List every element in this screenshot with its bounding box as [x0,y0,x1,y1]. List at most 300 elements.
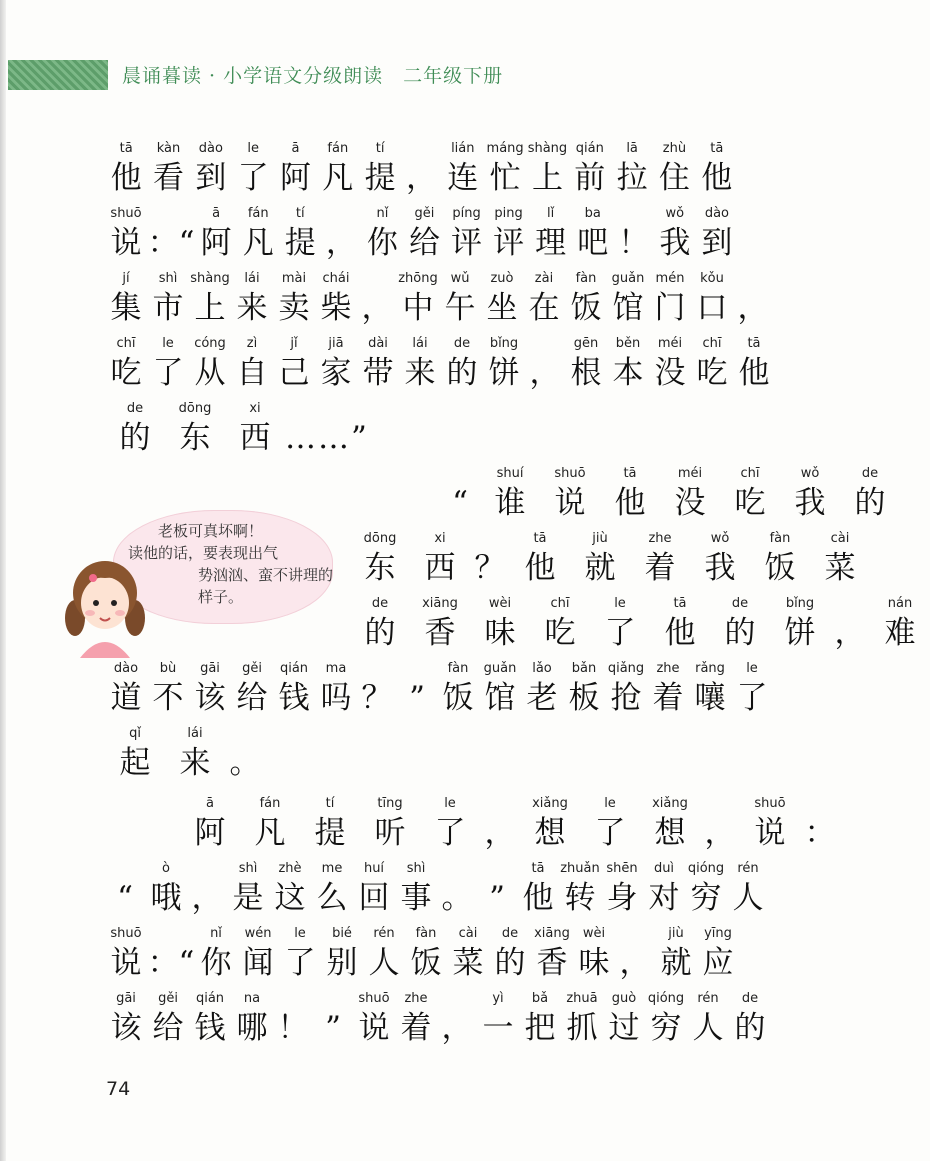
hanzi-with-pinyin [105,725,165,783]
hanzi-with-pinyin [231,660,273,718]
hanzi-with-pinyin [105,660,147,718]
hanzi-with-pinyin [696,140,738,198]
hanzi: 来 [179,745,211,781]
pinyin: guò [611,991,637,1006]
pinyin: shuí [496,466,524,481]
hanzi: 带 [362,355,394,391]
hanzi: 评 [451,225,483,261]
pinyin: méi [657,336,683,351]
punctuation: ？ [361,680,393,716]
hanzi: 给 [236,680,268,716]
hanzi-with-pinyin [105,335,147,393]
hanzi-with-pinyin [483,335,525,393]
hanzi-with-pinyin [399,335,441,393]
hanzi-with-pinyin [403,205,445,263]
pinyin: na [243,991,261,1006]
hanzi: 转 [564,880,596,916]
hanzi: 他 [664,615,696,651]
hanzi-with-pinyin [350,595,410,653]
hanzi-with-pinyin [643,860,685,918]
pinyin: qián [575,141,604,156]
pinyin: xiǎng [652,796,688,811]
hanzi-with-pinyin [240,795,300,853]
hanzi: 道 [110,680,142,716]
punctuation: ：“ [147,945,195,981]
text-line [105,925,739,983]
hanzi: 听 [374,815,406,851]
text-line [105,860,769,918]
pinyin: zhe [648,531,672,546]
pinyin: zuò [490,271,514,286]
hanzi-with-pinyin [640,795,700,853]
hanzi: 着 [644,550,676,586]
hanzi-with-pinyin [395,990,437,1048]
pinyin: cài [458,926,478,941]
hanzi-with-pinyin [274,140,316,198]
hanzi-with-pinyin [231,335,273,393]
hanzi: 就 [584,550,616,586]
pinyin: lā [626,141,638,156]
hanzi-with-pinyin [441,335,483,393]
hanzi: 的 [734,1010,766,1046]
pinyin: guǎn [611,271,645,286]
hanzi: 的 [119,420,151,456]
punctuation: ： [804,815,836,851]
hanzi-with-pinyin [195,925,237,983]
pinyin: zhe [404,991,428,1006]
hanzi-with-pinyin [697,925,739,983]
pinyin: gěi [414,206,435,221]
reading-tip-line: 样子。 [198,588,244,606]
pinyin: dào [704,206,729,221]
hanzi-with-pinyin [353,990,395,1048]
hanzi: 说 [110,225,142,261]
hanzi-with-pinyin [145,860,187,918]
pinyin: yì [492,991,504,1006]
hanzi-with-pinyin [147,335,189,393]
pinyin: tí [295,206,305,221]
hanzi: 不 [152,680,184,716]
page-header-title: 晨诵暮读 · 小学语文分级朗读 二年级下册 [122,65,504,87]
hanzi-with-pinyin [660,465,720,523]
pinyin: shēn [606,861,638,876]
hanzi: 该 [110,1010,142,1046]
hanzi: 起 [119,745,151,781]
hanzi-with-pinyin [470,595,530,653]
hanzi-with-pinyin [559,860,601,918]
hanzi-with-pinyin [647,660,689,718]
hanzi-with-pinyin [395,860,437,918]
hanzi: 卖 [278,290,310,326]
pinyin: wèi [488,596,512,611]
hanzi-with-pinyin [607,335,649,393]
hanzi-with-pinyin [729,990,771,1048]
hanzi-with-pinyin [195,205,237,263]
hanzi-with-pinyin [189,270,231,328]
pinyin: ò [162,861,170,876]
pinyin: jiù [668,926,684,941]
hanzi-with-pinyin [685,860,727,918]
hanzi: 东 [364,550,396,586]
punctuation: ， [405,160,437,196]
hanzi: 我 [794,485,826,521]
pinyin: qiǎng [607,661,645,676]
pinyin: wèi [582,926,606,941]
punctuation: ， [325,225,357,261]
pinyin: wǒ [665,206,685,221]
hanzi: 人 [368,945,400,981]
hanzi: 前 [574,160,606,196]
pinyin: shì [158,271,178,286]
punctuation: 。 [229,745,261,781]
hanzi: 哦 [150,880,182,916]
hanzi-with-pinyin [601,860,643,918]
hanzi-with-pinyin [489,925,531,983]
hanzi: 过 [608,1010,640,1046]
pinyin: bǎ [531,991,549,1006]
hanzi: 我 [659,225,691,261]
hanzi: 你 [366,225,398,261]
punctuation: ” [325,1010,341,1046]
hanzi-with-pinyin [479,660,521,718]
hanzi: 从 [194,355,226,391]
pinyin: zhuǎn [560,861,600,876]
hanzi: 来 [404,355,436,391]
hanzi-with-pinyin [690,530,750,588]
hanzi: 上 [531,160,563,196]
pinyin: rén [373,926,395,941]
hanzi-with-pinyin [446,205,488,263]
hanzi: 阿 [279,160,311,196]
hanzi-with-pinyin [442,140,484,198]
hanzi: 吃 [734,485,766,521]
pinyin: shuō [754,796,786,811]
hanzi: 吃 [110,355,142,391]
hanzi-with-pinyin [237,925,279,983]
pinyin: rǎng [695,661,725,676]
punctuation: ！ [618,225,650,261]
text-line [180,795,840,853]
pinyin: xiāng [422,596,458,611]
hanzi: 门 [654,290,686,326]
hanzi: 他 [738,355,770,391]
hanzi: 谁 [494,485,526,521]
pinyin: qióng [687,861,725,876]
text-line [105,335,775,393]
hanzi: 己 [278,355,310,391]
hanzi-with-pinyin [147,270,189,328]
girl-illustration [60,548,150,658]
hanzi: 了 [237,160,269,196]
pinyin: guǎn [483,661,517,676]
pinyin: lián [451,141,475,156]
pinyin: de [126,401,144,416]
hanzi: 的 [494,945,526,981]
punctuation: ， [484,815,516,851]
pinyin: zhe [656,661,680,676]
hanzi-with-pinyin [530,205,572,263]
hanzi: 香 [536,945,568,981]
hanzi: 说 [554,485,586,521]
pinyin: bié [332,926,352,941]
pinyin: fán [259,796,281,811]
pinyin: píng [452,206,481,221]
hanzi-with-pinyin [780,465,840,523]
hanzi: 抓 [566,1010,598,1046]
hanzi: 市 [152,290,184,326]
pinyin: wǔ [450,271,470,286]
text-line [105,400,395,458]
pinyin: qióng [647,991,685,1006]
pinyin: tā [623,466,637,481]
hanzi-with-pinyin [227,860,269,918]
hanzi: 饼 [784,615,816,651]
hanzi: 柴 [320,290,352,326]
punctuation: ：“ [147,225,195,261]
hanzi-with-pinyin [572,205,614,263]
hanzi: 西 [239,420,271,456]
hanzi: 人 [732,880,764,916]
hanzi-with-pinyin [315,270,357,328]
pinyin: de [371,596,389,611]
hanzi-with-pinyin [147,990,189,1048]
pinyin: rén [737,861,759,876]
pinyin: xi [434,531,446,546]
hanzi-with-pinyin [147,140,189,198]
hanzi: 味 [578,945,610,981]
punctuation: 。 [441,880,473,916]
hanzi-with-pinyin [517,860,559,918]
hanzi: 上 [194,290,226,326]
pinyin: tā [533,531,547,546]
hanzi: 是 [232,880,264,916]
pinyin: nǐ [376,206,389,221]
pinyin: mài [281,271,307,286]
pinyin: qián [195,991,225,1006]
hanzi-with-pinyin [231,270,273,328]
punctuation: “ [452,485,468,521]
hanzi: 把 [524,1010,556,1046]
pinyin: shàng [527,141,568,156]
hanzi-with-pinyin [731,660,773,718]
text-line [350,530,870,588]
hanzi: 饭 [410,945,442,981]
hanzi: 回 [358,880,390,916]
hanzi: 穷 [650,1010,682,1046]
hanzi-with-pinyin [279,925,321,983]
hanzi: 别 [326,945,358,981]
hanzi-with-pinyin [653,140,695,198]
reading-tip [128,520,334,608]
hanzi: 他 [614,485,646,521]
hanzi-with-pinyin [691,335,733,393]
pinyin: zhè [278,861,302,876]
hanzi-with-pinyin [523,270,565,328]
hanzi: 午 [444,290,476,326]
hanzi: 着 [652,680,684,716]
pinyin: chī [550,596,570,611]
hanzi: 老 [526,680,558,716]
hanzi: 板 [568,680,600,716]
hanzi: 连 [447,160,479,196]
pinyin: máng [486,141,524,156]
hanzi: 中 [402,290,434,326]
pinyin: kǒu [700,271,724,286]
pinyin: lái [244,271,260,286]
hanzi-with-pinyin [357,335,399,393]
hanzi: 嚷 [694,680,726,716]
hanzi: 饭 [570,290,602,326]
hanzi: 给 [152,1010,184,1046]
hanzi-with-pinyin [519,990,561,1048]
punctuation: ， [704,815,736,851]
pinyin: chái [322,271,350,286]
hanzi-with-pinyin [410,530,470,588]
hanzi: 对 [648,880,680,916]
pinyin: shuō [110,926,142,941]
hanzi: 了 [604,615,636,651]
hanzi: 的 [364,615,396,651]
hanzi-with-pinyin [405,925,447,983]
hanzi: 东 [179,420,211,456]
hanzi: 西 [424,550,456,586]
pinyin: qǐ [129,726,141,741]
pinyin: tí [375,141,385,156]
pinyin: jǐ [290,336,298,351]
hanzi-with-pinyin [649,335,691,393]
pinyin: yīng [704,926,732,941]
pinyin: de [501,926,519,941]
hanzi: 家 [320,355,352,391]
hanzi-with-pinyin [630,530,690,588]
hanzi: 饭 [764,550,796,586]
hanzi-with-pinyin [696,205,738,263]
hanzi-with-pinyin [603,990,645,1048]
pinyin: jí [122,271,130,286]
hanzi: 了 [594,815,626,851]
hanzi: 哪 [236,1010,268,1046]
hanzi-with-pinyin [870,595,930,653]
pinyin: de [741,991,759,1006]
punctuation: “ [117,880,133,916]
punctuation: ？ [474,550,506,586]
hanzi-with-pinyin [359,140,401,198]
pinyin: běn [615,336,641,351]
hanzi-with-pinyin [105,270,147,328]
pinyin: wén [244,926,272,941]
hanzi: 说 [754,815,786,851]
pinyin: gāi [116,991,136,1006]
pinyin: le [746,661,758,676]
hanzi-with-pinyin [315,660,357,718]
punctuation: ……” [285,420,369,456]
pinyin: shuō [554,466,586,481]
hanzi-with-pinyin [361,205,403,263]
pinyin: gěi [158,991,178,1006]
hanzi-with-pinyin [273,660,315,718]
punctuation: ， [441,1010,473,1046]
reading-tip-line: 读他的话，要表现出气 [128,544,279,562]
hanzi: 了 [152,355,184,391]
hanzi: 本 [612,355,644,391]
hanzi: 忙 [489,160,521,196]
pinyin: gāi [200,661,220,676]
hanzi-with-pinyin [105,205,147,263]
hanzi-with-pinyin [311,860,353,918]
hanzi-with-pinyin [189,335,231,393]
hanzi-with-pinyin [740,795,800,853]
hanzi: 吃 [696,355,728,391]
pinyin: lái [187,726,203,741]
hanzi-with-pinyin [580,795,640,853]
hanzi: 穷 [690,880,722,916]
hanzi: 了 [736,680,768,716]
hanzi: 难 [884,615,916,651]
hanzi: 凡 [322,160,354,196]
pinyin: shuō [110,206,142,221]
hanzi: 事 [400,880,432,916]
pinyin: lái [412,336,428,351]
hanzi: 说 [110,945,142,981]
hanzi: 想 [534,815,566,851]
pinyin: le [294,926,306,941]
hanzi: 他 [522,880,554,916]
hanzi-with-pinyin [147,660,189,718]
hanzi-with-pinyin [321,925,363,983]
hanzi-with-pinyin [531,925,573,983]
hanzi-with-pinyin [733,335,775,393]
hanzi: 没 [674,485,706,521]
hanzi: 他 [524,550,556,586]
hanzi: 这 [274,880,306,916]
hanzi-with-pinyin [770,595,830,653]
hanzi: 了 [284,945,316,981]
pinyin: fàn [447,661,469,676]
pinyin: gēn [573,336,599,351]
hanzi-with-pinyin [447,925,489,983]
hanzi-with-pinyin [611,140,653,198]
hanzi: 菜 [824,550,856,586]
hanzi: 闻 [242,945,274,981]
hanzi-with-pinyin [363,925,405,983]
pinyin: tā [119,141,133,156]
hanzi: 到 [701,225,733,261]
text-line [350,595,930,653]
pinyin: le [604,796,616,811]
hanzi: 根 [570,355,602,391]
pinyin: rén [697,991,719,1006]
hanzi: 自 [236,355,268,391]
hanzi-with-pinyin [279,205,321,263]
hanzi-with-pinyin [570,530,630,588]
reading-tip-line: 势汹汹、蛮不讲理的 [198,566,334,584]
hanzi-with-pinyin [540,465,600,523]
hanzi: 阿 [200,225,232,261]
hanzi: 抢 [610,680,642,716]
hanzi-with-pinyin [437,660,479,718]
punctuation: ， [191,880,223,916]
pinyin: kàn [156,141,181,156]
pinyin: bù [159,661,177,676]
punctuation: ， [529,355,561,391]
text-line [105,140,738,198]
hanzi-with-pinyin [481,270,523,328]
pinyin: tā [747,336,761,351]
pinyin: fán [247,206,269,221]
hanzi: 了 [434,815,466,851]
hanzi: 吃 [544,615,576,651]
hanzi-with-pinyin [165,400,225,458]
